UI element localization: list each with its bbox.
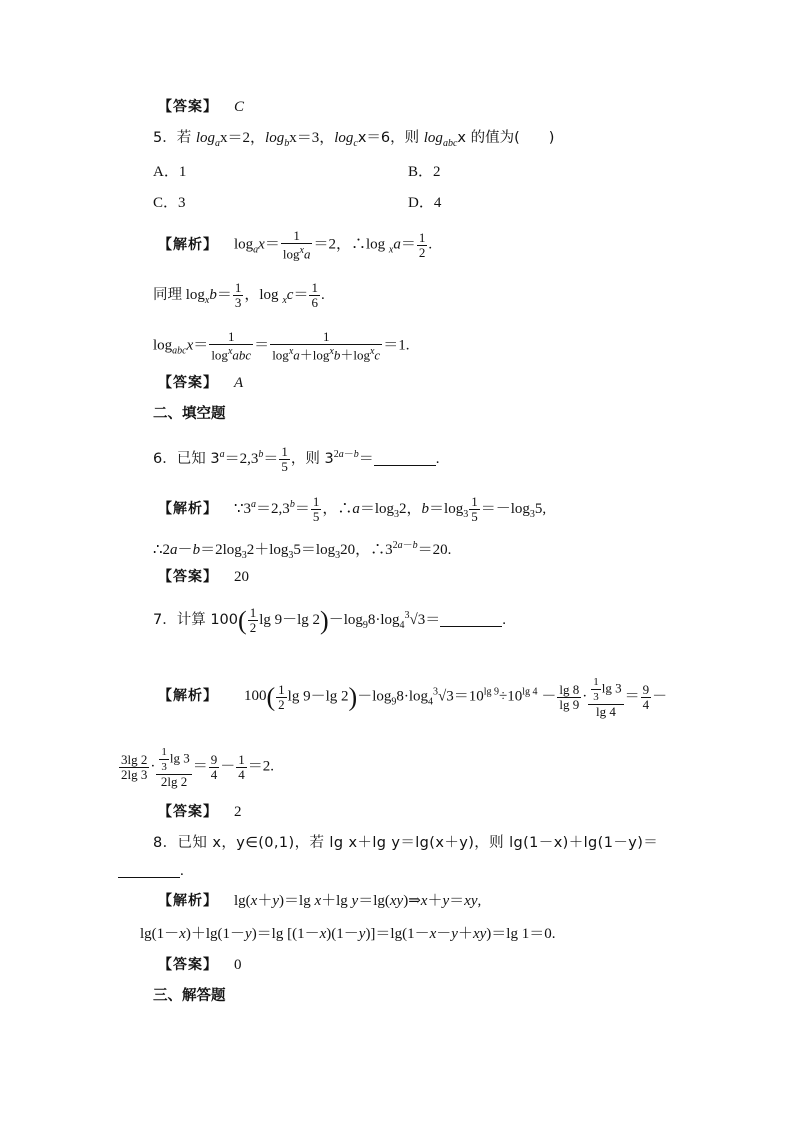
answer-tag: 【答案】: [158, 99, 218, 115]
section-solve-heading: 三、解答题: [153, 988, 226, 1004]
section-fill-heading: 二、填空题: [153, 406, 226, 422]
q5-option-c: C．3: [153, 195, 186, 211]
q5-analysis-1: 【解析】 $\log_ax=$ $\frac{1}{\log^xa}$ ＝2，∴log $_x$a＝ $\frac{1}{2}$ .: [158, 228, 433, 262]
q5-option-a: A．1: [153, 164, 187, 180]
q8-prompt: 8．已知 x，y∈(0,1)，若 lg x＋lg y＝lg(x＋y)，则 lg(1－x)＋lg(1－y)＝: [153, 835, 659, 851]
q7-analysis-2: $\frac{3\lg 2}{2\lg 3}$ · $\frac{1}{3}$ lg 3 2lg 2 ＝ $\frac{9}{4}$ － $\frac{1}{4}$ ＝2.: [121, 746, 275, 789]
q4-answer-line: [158, 97, 244, 117]
q5-answer: A: [234, 375, 244, 391]
q7-analysis-1: 【解析】 100( $\frac{1}{2}$ lg 9－lg $2)-\log_98\cdot\log_4^3√3=10^{lg 9}\div 10^{lg 4}$ － $\frac{\lg 8}{\lg 9}$ · $\frac{1}{3}$ lg 3 lg 4 ＝ $\frac{9}{4}$ －: [158, 676, 668, 719]
q6-answer: 20: [234, 569, 249, 585]
q4-answer: C: [234, 99, 245, 115]
q7-prompt: 7．计算 100( $\frac{1}{2}$ lg 9－lg $2)-\log_98\cdot\log_4^3√3=$ .: [153, 605, 507, 636]
q6-answer-line: 【答案】 20: [158, 569, 249, 585]
q7-answer: 2: [234, 804, 242, 820]
q5-analysis-2: 同理 $\log_xb=$ $\frac{1}{3}$ ，log $_x$c＝ $\frac{1}{6}$ .: [153, 280, 325, 310]
q6-prompt: 6．已知 $3^a=2,3^b=$ $\frac{1}{5}$ ，则 $3^{2a-b}=$ .: [153, 444, 440, 475]
q8-analysis-1: 【解析】 lg(x＋y)＝lg x＋lg y＝lg(xy)⇒x＋y＝xy,: [158, 893, 482, 909]
q7-answer-line: 【答案】 2: [158, 804, 242, 820]
q5-option-b: B．2: [408, 164, 441, 180]
q8-analysis-2: lg(1－x)＋lg(1－y)＝lg [(1－x)(1－y)]＝lg(1－x－y＋xy)＝lg 1＝0.: [140, 926, 556, 942]
q5-prompt: 5．若 $\log_ax=2$，$\log_bx=3$，$\log_cx=6$，则 $\log_{abc}x$ 的值为( ): [153, 130, 555, 149]
q8-answer-line: 【答案】 0: [158, 957, 242, 973]
q5-answer-line: 【答案】 A: [158, 375, 244, 391]
q8-blank: .: [118, 861, 184, 881]
q5-analysis-3: $\log_{abc}x=$ $\frac{1}{\log^xabc}$ ＝ $\frac{1}{\log^xa+\log^xb+\log^xc}$ ＝1.: [153, 329, 410, 363]
q6-analysis-1: 【解析】 $\because 3^a=2,3^b=$ $\frac{1}{5}$ ，$\therefore a=\log_32$，$b=\log_3$ $\frac{1}{5}$ $=-\log_35$,: [158, 494, 547, 525]
q6-analysis-2: $\therefore 2a-b=2\log_32+\log_35=\log_320$，$\therefore 3^{2a-b}=20$.: [153, 540, 452, 561]
q5-option-d: D．4: [408, 195, 442, 211]
q8-answer: 0: [234, 957, 242, 973]
